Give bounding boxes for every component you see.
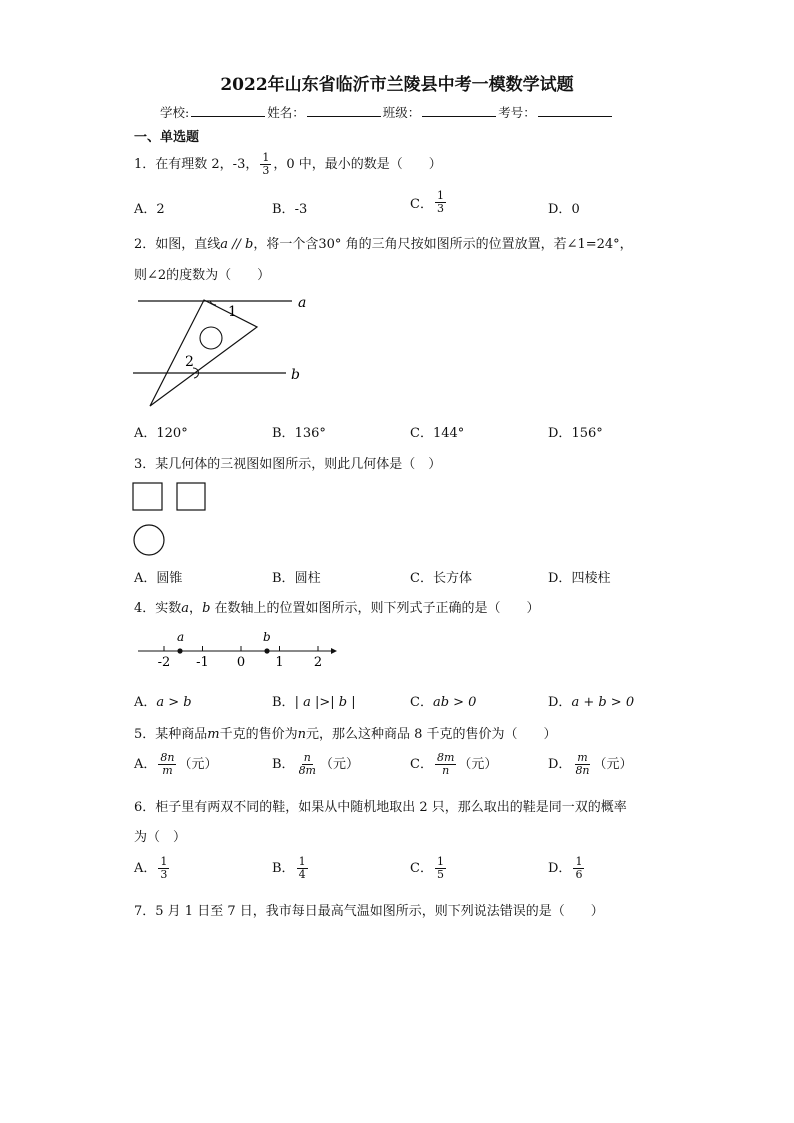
- line-a-label: a: [298, 295, 307, 311]
- school-blank[interactable]: [191, 104, 265, 117]
- question-6-line-1: 6．柜子里有两双不同的鞋，如果从中随机地取出 2 只，那么取出的鞋是同一双的概率: [134, 800, 627, 815]
- q4-option-d[interactable]: D．a + b > 0: [548, 695, 635, 710]
- front-view-square: [133, 483, 162, 510]
- parallel-lines-triangle-figure: [130, 288, 320, 413]
- question-3: 3．某几何体的三视图如图所示，则此几何体是（ ）: [134, 457, 442, 472]
- question-7: 7．5 月 1 日至 7 日，我市每日最高气温如图所示，则下列说法错误的是（ ）: [134, 904, 604, 919]
- q1-option-b[interactable]: B．-3: [272, 202, 308, 217]
- top-view-circle: [134, 525, 164, 555]
- name-blank[interactable]: [307, 104, 381, 117]
- triangle-ruler: [150, 300, 257, 406]
- question-4: 4．实数a，b 在数轴上的位置如图所示，则下列式子正确的是（ ）: [134, 601, 540, 616]
- q2-option-c[interactable]: C．144°: [410, 426, 465, 441]
- angle-1-arc: [210, 301, 216, 305]
- point-b-label: b: [263, 630, 271, 644]
- q1-fraction: $\frac{1}{3}$: [262, 151, 270, 177]
- q4-option-c[interactable]: C．ab > 0: [410, 695, 477, 710]
- class-label: 班级：: [382, 105, 421, 120]
- q2-option-d[interactable]: D．156°: [548, 426, 603, 441]
- line-b-label: b: [291, 367, 300, 383]
- axis-tick-label: -1: [196, 655, 209, 670]
- q5-option-b[interactable]: B． $\frac{n}{8m}$ （元）: [272, 751, 360, 777]
- three-view-figure: [130, 480, 220, 560]
- q5-option-d[interactable]: D． $\frac{m}{8n}$ （元）: [548, 751, 633, 777]
- exam-no-blank[interactable]: [538, 104, 612, 117]
- q5-option-a[interactable]: A． $\frac{8n}{m}$ （元）: [134, 751, 218, 777]
- q2-option-a[interactable]: A．120°: [134, 426, 188, 441]
- q3-option-b[interactable]: B．圆柱: [272, 571, 321, 586]
- side-view-square: [177, 483, 205, 510]
- q2-option-b[interactable]: B．136°: [272, 426, 326, 441]
- q3-option-c[interactable]: C．长方体: [410, 571, 472, 586]
- name-label: 姓名：: [267, 105, 305, 120]
- question-2-line-1: 2．如图，直线a // b，将一个含30° 角的三角尺按如图所示的位置放置，若∠1=24°，: [134, 237, 633, 252]
- q6-option-a[interactable]: A． $\frac{1}{3}$: [134, 855, 168, 881]
- school-label: 学校:: [160, 105, 190, 120]
- axis-tick-label: 1: [275, 655, 284, 670]
- axis-tick-label: -2: [157, 655, 171, 670]
- q3-option-a[interactable]: A．圆锥: [134, 571, 183, 586]
- question-5: 5．某种商品m千克的售价为n元，那么这种商品 8 千克的售价为（ ）: [134, 727, 557, 742]
- q6-option-c[interactable]: C． $\frac{1}{5}$: [410, 855, 444, 881]
- point-b: [264, 648, 269, 653]
- student-info-line: [160, 103, 614, 121]
- section-heading: 一、单选题: [134, 130, 200, 145]
- q6-option-b[interactable]: B． $\frac{1}{4}$: [272, 855, 306, 881]
- angle-1-label: 1: [228, 304, 237, 320]
- q4-option-b[interactable]: B．| a |>| b |: [272, 695, 356, 710]
- q1-option-d[interactable]: D．0: [548, 202, 580, 217]
- question-6-line-2: 为（ ）: [134, 830, 187, 845]
- class-blank[interactable]: [422, 104, 496, 117]
- axis-tick-label: 0: [236, 655, 246, 670]
- point-a-label: a: [177, 630, 185, 644]
- number-line-figure: [135, 628, 340, 670]
- q1-option-c[interactable]: C． $\frac{1}{3}$: [410, 189, 444, 215]
- q1-option-a[interactable]: A．2: [134, 202, 165, 217]
- point-a: [177, 648, 182, 653]
- q1-suffix: ，0 中，最小的数是（ ）: [273, 157, 442, 172]
- axis-tick-label: 2: [313, 655, 323, 670]
- q3-option-d[interactable]: D．四棱柱: [548, 571, 611, 586]
- question-1: [134, 152, 442, 177]
- axis-arrow-icon: [331, 648, 337, 654]
- q4-option-a[interactable]: A．a > b: [134, 695, 192, 710]
- q6-option-d[interactable]: D． $\frac{1}{6}$: [548, 855, 583, 881]
- q1-prefix: 1．在有理数 2，-3，: [134, 157, 259, 172]
- angle-2-label: 2: [185, 354, 194, 370]
- q5-option-c[interactable]: C． $\frac{8m}{n}$ （元）: [410, 751, 498, 777]
- page-title: 2022年山东省临沂市兰陵县中考一模数学试题: [220, 75, 574, 95]
- exam-no-label: 考号：: [498, 105, 536, 120]
- ruler-hole: [200, 327, 222, 349]
- question-2-line-2: 则∠2的度数为（ ）: [134, 268, 271, 283]
